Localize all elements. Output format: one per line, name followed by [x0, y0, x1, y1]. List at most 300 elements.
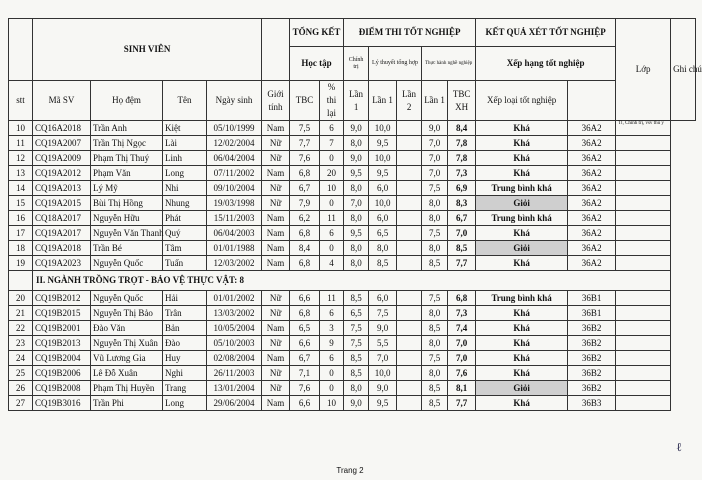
cell-th: 8,5: [422, 256, 448, 271]
cell-ho: Trần Thị Ngọc: [91, 136, 163, 151]
cell-stt: 24: [9, 351, 33, 366]
cell-ten: Long: [163, 396, 207, 411]
cell-ho: Trần Phi: [91, 396, 163, 411]
xep-hang-header: Xếp hạng tốt nghiệp: [476, 47, 616, 81]
cell-xh: 7,8: [448, 136, 476, 151]
cell-tbc: 6,5: [290, 321, 320, 336]
cell-tl: 10: [320, 181, 344, 196]
cell-lt: 9,0: [369, 321, 397, 336]
cell-lt2: [397, 151, 422, 166]
cell-xh: 7,0: [448, 226, 476, 241]
xep-loai-header: Xếp loại tốt nghiệp: [476, 81, 568, 121]
cell-ma: CQ19A2018: [33, 241, 91, 256]
chinh-tri-header: Chính trị: [344, 47, 369, 81]
cell-gc: [616, 321, 671, 336]
cell-lop: 36A2: [568, 256, 616, 271]
thuc-hanh-header: Thực hành nghề nghiệp: [422, 47, 476, 81]
cell-ho: Đào Văn: [91, 321, 163, 336]
cell-gc: [616, 136, 671, 151]
table-row: [9, 151, 696, 166]
table-row: [9, 181, 696, 196]
cell-th: 8,0: [422, 306, 448, 321]
cell-xh: 6,8: [448, 291, 476, 306]
cell-xl: Khá: [476, 351, 568, 366]
cell-tbc: 7,5: [290, 121, 320, 136]
cell-ct: 8,0: [344, 241, 369, 256]
cell-ten: Bản: [163, 321, 207, 336]
cell-gc: [616, 256, 671, 271]
cell-tbc: 7,9: [290, 196, 320, 211]
cell-ns: 01/01/2002: [207, 291, 262, 306]
table-row: [9, 291, 696, 306]
cell-ten: Lài: [163, 136, 207, 151]
ten-header: Tên: [163, 81, 207, 121]
cell-tbc: 6,6: [290, 396, 320, 411]
cell-gt: Nữ: [262, 291, 290, 306]
cell-xl: Giỏi: [476, 241, 568, 256]
graduation-results-table: [8, 18, 702, 411]
cell-lop: 36B2: [568, 336, 616, 351]
cell-lt: 9,5: [369, 136, 397, 151]
cell-tl: 4: [320, 256, 344, 271]
cell-lop: 36B3: [568, 396, 616, 411]
ghi-chu-header: Ghi chú: [671, 19, 696, 121]
cell-ma: CQ19A2013: [33, 181, 91, 196]
cell-ho: Lê Đỗ Xuân: [91, 366, 163, 381]
cell-ma: CQ19B2015: [33, 306, 91, 321]
cell-ma: CQ19B2012: [33, 291, 91, 306]
gioi-tinh-header-blank: [262, 19, 290, 81]
cell-xl: Giỏi: [476, 196, 568, 211]
cell-xl: Trung bình khá: [476, 181, 568, 196]
cell-lt: 7,0: [369, 351, 397, 366]
cell-lt: 6,0: [369, 211, 397, 226]
hoc-tap-header: Học tập: [290, 47, 344, 81]
cell-gt: Nam: [262, 121, 290, 136]
cell-ho: Nguyễn Thị Bảo: [91, 306, 163, 321]
signature-mark: ℓ: [676, 440, 682, 454]
cell-tbc: 6,2: [290, 211, 320, 226]
cell-tl: 11: [320, 291, 344, 306]
cell-ten: Đào: [163, 336, 207, 351]
table-row: [9, 336, 696, 351]
cell-lop: 36A2: [568, 196, 616, 211]
cell-gt: Nữ: [262, 196, 290, 211]
cell-ho: Trần Bé: [91, 241, 163, 256]
cell-xl: Khá: [476, 366, 568, 381]
lop-header: Lớp: [616, 19, 671, 121]
diem-thi-header: ĐIỂM THI TỐT NGHIỆP: [344, 19, 476, 47]
cell-gt: Nữ: [262, 181, 290, 196]
cell-xl: Khá: [476, 396, 568, 411]
cell-ten: Tuấn: [163, 256, 207, 271]
cell-tbc: 6,8: [290, 256, 320, 271]
cell-ns: 13/03/2002: [207, 306, 262, 321]
cell-th: 8,0: [422, 241, 448, 256]
cell-ho: Phạm Thị Huyền: [91, 381, 163, 396]
cell-lt2: [397, 336, 422, 351]
cell-xh: 6,9: [448, 181, 476, 196]
cell-lt: 10,0: [369, 366, 397, 381]
cell-gt: Nam: [262, 226, 290, 241]
cell-tbc: 7,6: [290, 381, 320, 396]
cell-th: 8,5: [422, 396, 448, 411]
cell-stt: 20: [9, 291, 33, 306]
cell-gc: [616, 351, 671, 366]
cell-ct: 8,5: [344, 351, 369, 366]
cell-lop: 36A2: [568, 181, 616, 196]
cell-th: 7,0: [422, 151, 448, 166]
cell-ten: Huy: [163, 351, 207, 366]
ket-qua-header: KẾT QUẢ XÉT TỐT NGHIỆP: [476, 19, 616, 47]
cell-ct: 9,0: [344, 121, 369, 136]
cell-xl: Khá: [476, 121, 568, 136]
cell-ho: Nguyễn Hữu: [91, 211, 163, 226]
table-row: [9, 351, 696, 366]
page-number: Trang 2: [336, 466, 364, 475]
cell-ct: 8,5: [344, 291, 369, 306]
cell-lt: 5,5: [369, 336, 397, 351]
cell-ho: Phạm Thị Thuý: [91, 151, 163, 166]
cell-xh: 7,8: [448, 151, 476, 166]
cell-tl: 0: [320, 241, 344, 256]
cell-lt2: [397, 136, 422, 151]
cell-ma: CQ18A2017: [33, 211, 91, 226]
cell-xl: Trung bình khá: [476, 291, 568, 306]
stt-header: stt: [9, 81, 33, 121]
cell-lt2: [397, 226, 422, 241]
cell-ten: Tâm: [163, 241, 207, 256]
cell-stt: 17: [9, 226, 33, 241]
cell-tbc: 7,1: [290, 366, 320, 381]
cell-tl: 6: [320, 351, 344, 366]
cell-ho: Nguyễn Quốc: [91, 291, 163, 306]
ma-sv-header: Mã SV: [33, 81, 91, 121]
table-row: [9, 136, 696, 151]
cell-ct: 8,0: [344, 381, 369, 396]
cell-lt2: [397, 396, 422, 411]
cell-ns: 05/10/2003: [207, 336, 262, 351]
cell-lt: 9,5: [369, 396, 397, 411]
cell-gc: [616, 151, 671, 166]
cell-ct: 8,0: [344, 136, 369, 151]
chinh-tri-lan1-header: Lần 1: [344, 81, 369, 121]
cell-lop: 36B2: [568, 366, 616, 381]
cell-ho: Phạm Văn: [91, 166, 163, 181]
cell-gt: Nữ: [262, 366, 290, 381]
sinh-vien-header: SINH VIÊN: [33, 19, 262, 81]
cell-ct: 7,5: [344, 321, 369, 336]
cell-gc: [616, 396, 671, 411]
cell-ct: 8,5: [344, 366, 369, 381]
cell-lt2: [397, 211, 422, 226]
tong-ket-header: TỔNG KẾT: [290, 19, 344, 47]
cell-lt: 9,0: [369, 381, 397, 396]
cell-lop: 36A2: [568, 136, 616, 151]
cell-ct: 7,5: [344, 336, 369, 351]
cell-gt: Nữ: [262, 381, 290, 396]
cell-ma: CQ16A2018: [33, 121, 91, 136]
cell-gt: Nam: [262, 321, 290, 336]
cell-tbc: 6,8: [290, 166, 320, 181]
section-a-rows: [9, 121, 696, 271]
cell-ten: Linh: [163, 151, 207, 166]
cell-lt: 8,5: [369, 256, 397, 271]
cell-tl: 0: [320, 196, 344, 211]
cell-lop: 36B1: [568, 291, 616, 306]
cell-xh: 8,5: [448, 241, 476, 256]
cell-gc: [616, 226, 671, 241]
cell-ct: 8,0: [344, 181, 369, 196]
cell-lt2: [397, 381, 422, 396]
cell-lt2: [397, 166, 422, 181]
cell-lt: 10,0: [369, 121, 397, 136]
cell-tbc: 6,6: [290, 336, 320, 351]
cell-ct: 8,0: [344, 256, 369, 271]
cell-stt: 14: [9, 181, 33, 196]
cell-ten: Nhi: [163, 181, 207, 196]
cell-th: 7,5: [422, 181, 448, 196]
cell-th: 7,0: [422, 136, 448, 151]
cell-stt: 12: [9, 151, 33, 166]
cell-tl: 0: [320, 151, 344, 166]
cell-stt: 13: [9, 166, 33, 181]
cell-tl: 0: [320, 381, 344, 396]
cell-lt2: [397, 121, 422, 136]
cell-gt: Nam: [262, 256, 290, 271]
cell-ns: 05/10/1999: [207, 121, 262, 136]
stt-header-blank: [9, 19, 33, 81]
cell-ma: CQ19B2004: [33, 351, 91, 366]
cell-ma: CQ19B2013: [33, 336, 91, 351]
cell-gt: Nữ: [262, 306, 290, 321]
cell-lop: 36B2: [568, 321, 616, 336]
cell-ns: 12/02/2004: [207, 136, 262, 151]
cell-gt: Nữ: [262, 336, 290, 351]
cell-xl: Trung bình khá: [476, 211, 568, 226]
cell-th: 8,0: [422, 336, 448, 351]
cell-lop: 36A2: [568, 166, 616, 181]
cell-ns: 09/10/2004: [207, 181, 262, 196]
cell-lt2: [397, 181, 422, 196]
cell-gc: [616, 211, 671, 226]
cell-ho: Nguyễn Quốc: [91, 256, 163, 271]
cell-xl: Khá: [476, 166, 568, 181]
section-title: II. NGÀNH TRỒNG TRỌT - BẢO VỆ THỰC VẬT: 8: [33, 271, 671, 291]
cell-stt: 10: [9, 121, 33, 136]
cell-ns: 07/11/2002: [207, 166, 262, 181]
cell-xh: 8,1: [448, 381, 476, 396]
cell-gc: Tl, Chính trị, vsv thú y: [616, 121, 671, 136]
cell-ma: CQ19B3016: [33, 396, 91, 411]
cell-gc: [616, 336, 671, 351]
cell-tl: 20: [320, 166, 344, 181]
table-row: [9, 211, 696, 226]
cell-gc: [616, 166, 671, 181]
cell-lt2: [397, 291, 422, 306]
cell-gc: [616, 181, 671, 196]
table-row: [9, 121, 696, 136]
cell-ten: Hải: [163, 291, 207, 306]
cell-lt: 8,0: [369, 241, 397, 256]
cell-tbc: 6,7: [290, 181, 320, 196]
cell-lt: 9,5: [369, 166, 397, 181]
cell-ct: 9,0: [344, 151, 369, 166]
cell-ns: 29/06/2004: [207, 396, 262, 411]
cell-stt: 15: [9, 196, 33, 211]
cell-th: 8,5: [422, 381, 448, 396]
cell-ten: Kiệt: [163, 121, 207, 136]
cell-ho: Nguyễn Thị Xuân: [91, 336, 163, 351]
cell-stt: 11: [9, 136, 33, 151]
cell-ho: Trần Anh: [91, 121, 163, 136]
cell-lop: 36A2: [568, 151, 616, 166]
cell-th: 7,5: [422, 226, 448, 241]
cell-ns: 26/11/2003: [207, 366, 262, 381]
cell-lt2: [397, 351, 422, 366]
cell-stt: 25: [9, 366, 33, 381]
cell-lop: 36A2: [568, 211, 616, 226]
cell-ma: CQ19A2007: [33, 136, 91, 151]
cell-th: 7,5: [422, 351, 448, 366]
tbc-header: TBC: [290, 81, 320, 121]
cell-ten: Long: [163, 166, 207, 181]
tbc-xh-header: TBC XH: [448, 81, 476, 121]
cell-gt: Nữ: [262, 151, 290, 166]
cell-tbc: 8,4: [290, 241, 320, 256]
cell-th: 9,0: [422, 121, 448, 136]
ho-dem-header: Họ đệm: [91, 81, 163, 121]
cell-th: 8,0: [422, 211, 448, 226]
cell-gc: [616, 381, 671, 396]
cell-th: 8,5: [422, 321, 448, 336]
cell-lt: 7,5: [369, 306, 397, 321]
section-b-rows: [9, 291, 696, 411]
cell-ten: Trang: [163, 381, 207, 396]
cell-ma: CQ19A2015: [33, 196, 91, 211]
cell-xh: 7,6: [448, 366, 476, 381]
cell-ho: Bùi Thị Hồng: [91, 196, 163, 211]
cell-tl: 6: [320, 226, 344, 241]
table-row: [9, 166, 696, 181]
cell-stt: 16: [9, 211, 33, 226]
cell-lop: 36A2: [568, 226, 616, 241]
cell-xh: 7,0: [448, 336, 476, 351]
cell-lop: 36B2: [568, 381, 616, 396]
cell-gt: Nam: [262, 241, 290, 256]
table-row: [9, 321, 696, 336]
cell-tl: 0: [320, 366, 344, 381]
cell-tl: 10: [320, 396, 344, 411]
cell-lt: 6,5: [369, 226, 397, 241]
cell-lt: 10,0: [369, 196, 397, 211]
cell-stt: 21: [9, 306, 33, 321]
cell-lop: 36B1: [568, 306, 616, 321]
cell-stt: 27: [9, 396, 33, 411]
cell-ten: Nghi: [163, 366, 207, 381]
cell-lt2: [397, 196, 422, 211]
cell-gt: Nam: [262, 211, 290, 226]
cell-gt: Nam: [262, 166, 290, 181]
cell-xl: Khá: [476, 321, 568, 336]
cell-th: 8,0: [422, 196, 448, 211]
thi-lai-header: % thi lại: [320, 81, 344, 121]
ly-thuyet-lan1-header: Lần 1: [369, 81, 397, 121]
cell-gt: Nữ: [262, 136, 290, 151]
cell-lt2: [397, 366, 422, 381]
cell-tl: 9: [320, 336, 344, 351]
cell-lt2: [397, 241, 422, 256]
ngay-sinh-header: Ngày sinh: [207, 81, 262, 121]
cell-tl: 11: [320, 211, 344, 226]
cell-lt: 10,0: [369, 151, 397, 166]
cell-gt: Nam: [262, 396, 290, 411]
cell-ma: CQ19B2008: [33, 381, 91, 396]
cell-xl: Khá: [476, 336, 568, 351]
cell-xh: 6,7: [448, 211, 476, 226]
cell-ct: 9,0: [344, 396, 369, 411]
cell-ns: 12/03/2002: [207, 256, 262, 271]
cell-tbc: 7,6: [290, 151, 320, 166]
ly-thuyet-lan2-header: Lần 2: [397, 81, 422, 121]
cell-ten: Trân: [163, 306, 207, 321]
cell-gc: [616, 306, 671, 321]
cell-ct: 9,5: [344, 166, 369, 181]
cell-ct: 6,5: [344, 306, 369, 321]
cell-gt: Nam: [262, 351, 290, 366]
cell-ma: CQ19A2009: [33, 151, 91, 166]
cell-ma: CQ19B2001: [33, 321, 91, 336]
gioi-tinh-header: Giới tính: [262, 81, 290, 121]
cell-xh: 7,4: [448, 321, 476, 336]
cell-ten: Quý: [163, 226, 207, 241]
cell-xh: 8,3: [448, 196, 476, 211]
cell-xh: 7,7: [448, 256, 476, 271]
cell-tl: 3: [320, 321, 344, 336]
cell-stt: 19: [9, 256, 33, 271]
section-blank-cell: [9, 271, 33, 291]
cell-ns: 15/11/2003: [207, 211, 262, 226]
cell-ns: 02/08/2004: [207, 351, 262, 366]
cell-gc: [616, 291, 671, 306]
cell-ho: Vũ Lương Gia: [91, 351, 163, 366]
cell-ns: 06/04/2004: [207, 151, 262, 166]
cell-xh: 7,3: [448, 306, 476, 321]
cell-xl: Giỏi: [476, 381, 568, 396]
cell-ma: CQ19A2017: [33, 226, 91, 241]
cell-th: 7,5: [422, 291, 448, 306]
table-row: [9, 241, 696, 256]
cell-ct: 7,0: [344, 196, 369, 211]
cell-ma: CQ19B2006: [33, 366, 91, 381]
cell-ct: 9,5: [344, 226, 369, 241]
cell-ma: CQ19A2012: [33, 166, 91, 181]
cell-xl: Khá: [476, 226, 568, 241]
cell-xh: 7,7: [448, 396, 476, 411]
cell-ns: 10/05/2004: [207, 321, 262, 336]
cell-ho: Lý Mỹ: [91, 181, 163, 196]
cell-lt2: [397, 321, 422, 336]
cell-ma: CQ19A2023: [33, 256, 91, 271]
cell-ten: Nhung: [163, 196, 207, 211]
table-row: [9, 256, 696, 271]
table-row: [9, 396, 696, 411]
cell-tbc: 7,7: [290, 136, 320, 151]
ly-thuyet-header: Lý thuyết tổng hợp: [369, 47, 422, 81]
cell-gc: [616, 241, 671, 256]
cell-stt: 26: [9, 381, 33, 396]
cell-lt: 6,0: [369, 291, 397, 306]
